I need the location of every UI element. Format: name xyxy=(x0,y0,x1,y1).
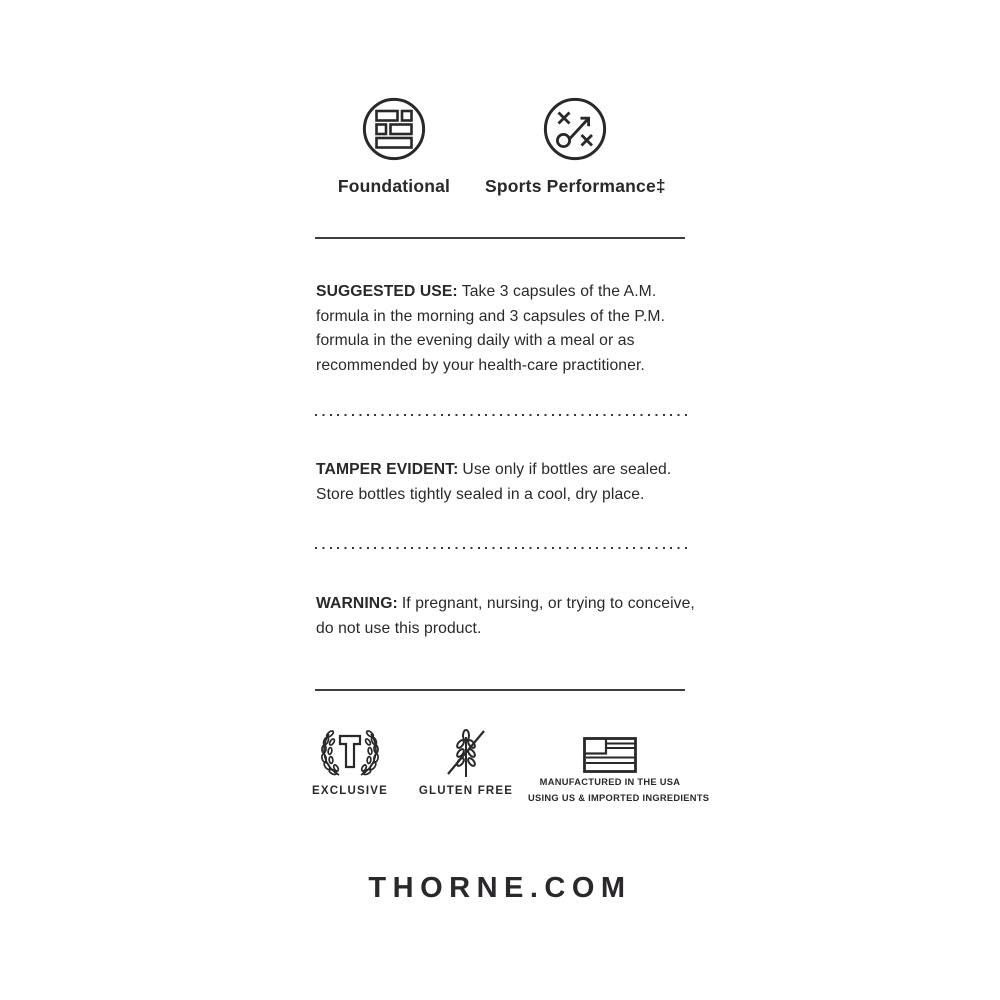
category-label-foundational: Foundational xyxy=(337,176,451,196)
divider-solid-bottom xyxy=(315,689,685,691)
suggested-use-section xyxy=(316,280,698,378)
divider-solid-top xyxy=(315,237,685,239)
badge-exclusive-label: EXCLUSIVE xyxy=(312,785,388,797)
suggested-use-text: Take 3 capsules of the A.M. formula in the morning and 3 capsules of the P.M. formula in the evening daily with a meal or as recommended by your health-care practitioner. xyxy=(316,283,666,374)
badge-usa-label-line2: USING US & IMPORTED INGREDIENTS xyxy=(528,792,710,803)
badge-gluten-free xyxy=(408,727,524,797)
warning-section xyxy=(316,592,698,641)
badge-exclusive xyxy=(292,727,408,797)
usa-flag-icon xyxy=(583,737,637,773)
category-foundational xyxy=(314,95,474,197)
divider-dotted-2 xyxy=(315,547,687,549)
foundational-icon xyxy=(360,95,428,163)
sports-performance-icon xyxy=(541,95,609,163)
website-url: THORNE.COM xyxy=(368,872,632,904)
badge-usa-label-line1: MANUFACTURED IN THE USA xyxy=(539,777,681,787)
divider-dotted-1 xyxy=(315,414,687,416)
tamper-evident-section xyxy=(316,458,698,507)
category-label-sports-performance: Sports Performance‡ xyxy=(485,176,666,196)
tamper-evident-heading: TAMPER EVIDENT: xyxy=(316,461,459,478)
badge-gluten-free-label: GLUTEN FREE xyxy=(418,785,514,797)
category-sports-performance xyxy=(485,95,665,197)
warning-heading: WARNING: xyxy=(316,595,398,612)
gluten-free-icon xyxy=(443,727,489,779)
badge-made-in-usa xyxy=(528,737,710,804)
suggested-use-heading: SUGGESTED USE: xyxy=(316,283,458,300)
warning-text: If pregnant, nursing, or trying to conceive, do not use this product. xyxy=(316,595,695,637)
thorne-exclusive-wreath-icon xyxy=(317,727,383,779)
tamper-evident-text: Use only if bottles are sealed. Store bottles tightly sealed in a cool, dry place. xyxy=(316,461,672,503)
